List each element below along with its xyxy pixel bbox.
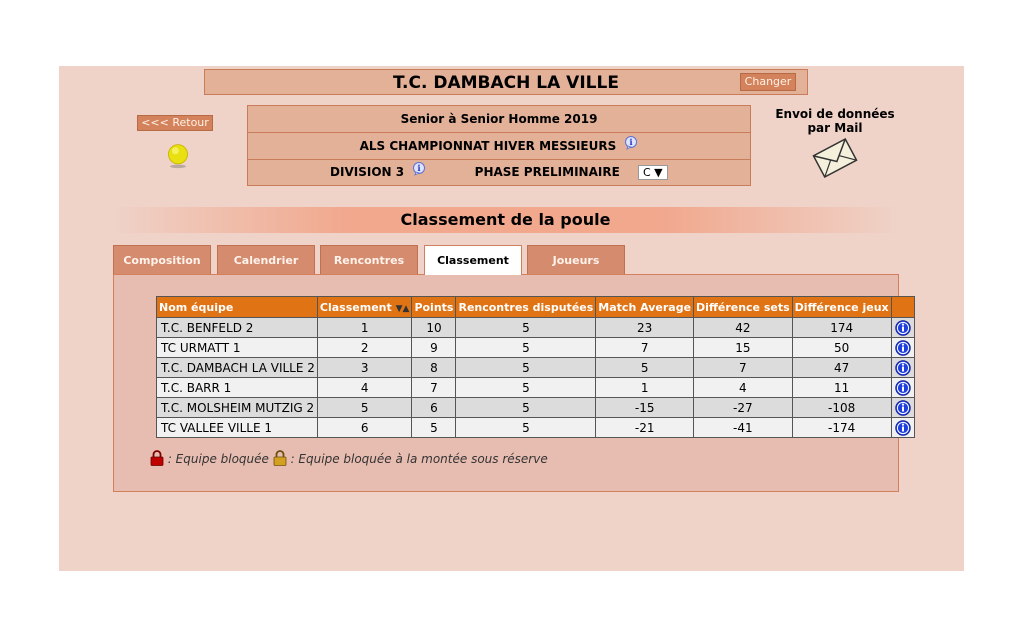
pool-select[interactable]: C ▼ (638, 165, 668, 180)
stat-cell: 3 (317, 358, 412, 378)
envelope-icon[interactable] (811, 136, 859, 180)
table-row (157, 318, 915, 338)
stat-cell: 5 (596, 358, 694, 378)
club-title-bar (204, 69, 808, 95)
team-info-icon[interactable] (891, 358, 914, 378)
col-classement[interactable] (317, 297, 412, 318)
mail-label-line1: Envoi de données (775, 107, 895, 121)
tab-rencontres[interactable]: Rencontres (320, 245, 418, 274)
col-difference-jeux[interactable]: Différence jeux (792, 297, 891, 318)
division-row (248, 159, 750, 185)
table-row (157, 398, 915, 418)
col-match-average[interactable]: Match Average (596, 297, 694, 318)
tab-composition[interactable]: Composition (113, 245, 211, 274)
team-name-cell: TC URMATT 1 (157, 338, 318, 358)
table-row (157, 358, 915, 378)
stat-cell: -108 (792, 398, 891, 418)
col-difference-sets[interactable]: Différence sets (694, 297, 793, 318)
legend (150, 451, 548, 468)
team-info-icon[interactable] (891, 318, 914, 338)
legend-blocked: : Equipe bloquée (167, 452, 269, 466)
change-club-button[interactable]: Changer (740, 73, 796, 91)
gold-lock-icon (273, 449, 287, 466)
tab-joueurs[interactable]: Joueurs (527, 245, 625, 274)
section-heading-band (113, 207, 898, 233)
col-rencontres[interactable]: Rencontres disputées (456, 297, 596, 318)
championship-info-icon[interactable] (624, 136, 638, 150)
stat-cell: 9 (412, 338, 456, 358)
phase-name: PHASE PRELIMINAIRE (474, 165, 620, 179)
mail-label (770, 107, 900, 135)
stat-cell: 8 (412, 358, 456, 378)
tab-classement[interactable]: Classement (424, 245, 522, 275)
stat-cell: 5 (456, 338, 596, 358)
legend-blocked-promotion: : Equipe bloquée à la montée sous réserve (290, 452, 548, 466)
stat-cell: 23 (596, 318, 694, 338)
table-header-row (157, 297, 915, 318)
team-name-cell: T.C. MOLSHEIM MUTZIG 2 (157, 398, 318, 418)
tennis-ball-icon (165, 143, 191, 169)
stat-cell: 1 (596, 378, 694, 398)
stat-cell: 6 (412, 398, 456, 418)
stat-cell: 5 (456, 378, 596, 398)
stat-cell: -21 (596, 418, 694, 438)
stat-cell: 10 (412, 318, 456, 338)
team-info-icon[interactable] (891, 338, 914, 358)
col-info (891, 297, 914, 318)
team-name-cell: TC VALLEE VILLE 1 (157, 418, 318, 438)
competition-info-box (247, 105, 751, 186)
col-classement-label: Classement (319, 300, 392, 314)
stat-cell: 1 (317, 318, 412, 338)
team-name-cell: T.C. BENFELD 2 (157, 318, 318, 338)
club-name: T.C. DAMBACH LA VILLE (393, 73, 619, 93)
section-title: Classement de la poule (400, 210, 611, 229)
division-info-icon[interactable] (412, 162, 426, 176)
mail-label-line2: par Mail (807, 121, 863, 135)
team-info-icon[interactable] (891, 418, 914, 438)
sort-arrows-icon[interactable]: ▼▲ (395, 303, 410, 314)
stat-cell: -15 (596, 398, 694, 418)
stat-cell: 5 (456, 398, 596, 418)
stat-cell: 2 (317, 338, 412, 358)
stat-cell: 6 (317, 418, 412, 438)
stat-cell: 47 (792, 358, 891, 378)
championship-name: ALS CHAMPIONNAT HIVER MESSIEURS (359, 139, 617, 153)
team-info-icon[interactable] (891, 398, 914, 418)
stat-cell: 42 (694, 318, 793, 338)
stat-cell: 5 (317, 398, 412, 418)
stat-cell: 50 (792, 338, 891, 358)
stat-cell: 5 (456, 358, 596, 378)
team-info-icon[interactable] (891, 378, 914, 398)
svg-text:i: i (417, 162, 421, 173)
championship-row (248, 133, 750, 160)
table-row (157, 378, 915, 398)
svg-text:i: i (629, 136, 633, 147)
stat-cell: 5 (412, 418, 456, 438)
stat-cell: 174 (792, 318, 891, 338)
stat-cell: -174 (792, 418, 891, 438)
stat-cell: -27 (694, 398, 793, 418)
team-name-cell: T.C. DAMBACH LA VILLE 2 (157, 358, 318, 378)
stat-cell: 7 (412, 378, 456, 398)
stat-cell: -41 (694, 418, 793, 438)
col-nom-equipe[interactable]: Nom équipe (157, 297, 318, 318)
division-name: DIVISION 3 (330, 165, 405, 179)
standings-table (156, 296, 915, 438)
stat-cell: 4 (694, 378, 793, 398)
stat-cell: 11 (792, 378, 891, 398)
col-points[interactable]: Points (412, 297, 456, 318)
tab-calendrier[interactable]: Calendrier (217, 245, 315, 274)
stat-cell: 7 (596, 338, 694, 358)
stat-cell: 5 (456, 418, 596, 438)
stat-cell: 7 (694, 358, 793, 378)
stat-cell: 15 (694, 338, 793, 358)
stat-cell: 5 (456, 318, 596, 338)
table-row (157, 418, 915, 438)
red-lock-icon (150, 449, 164, 466)
stat-cell: 4 (317, 378, 412, 398)
back-button[interactable]: <<< Retour (137, 115, 213, 131)
table-row (157, 338, 915, 358)
competition-category: Senior à Senior Homme 2019 (248, 106, 750, 133)
team-name-cell: T.C. BARR 1 (157, 378, 318, 398)
